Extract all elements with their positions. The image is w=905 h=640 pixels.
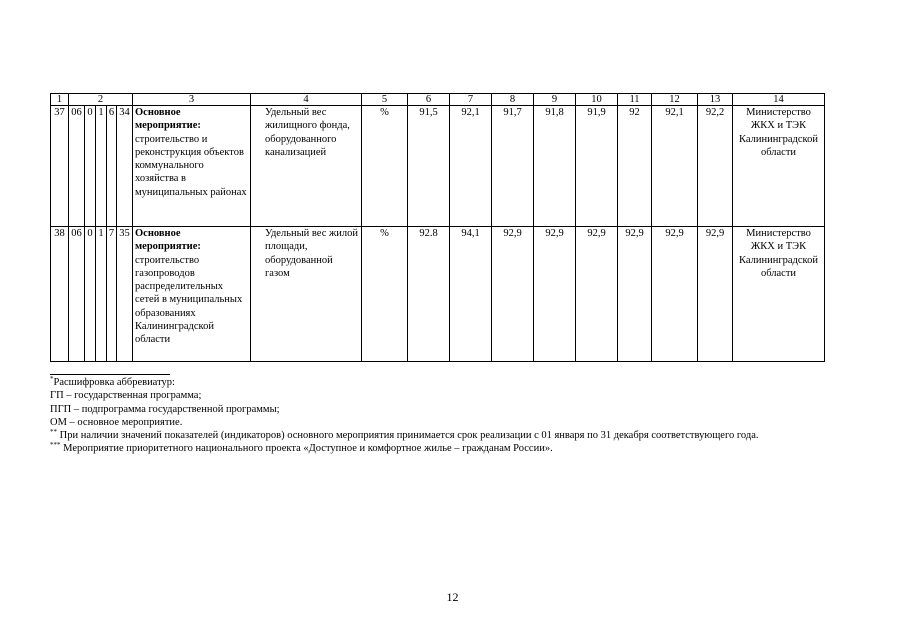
value-cell: 91,8: [534, 106, 576, 227]
footnote-divider: [50, 374, 170, 375]
responsible-body: Министерство ЖКХ и ТЭК Калининградской области: [733, 106, 825, 227]
code-sub: 7: [107, 227, 117, 362]
value-cell: 92,1: [450, 106, 492, 227]
footnote-mark: *: [50, 375, 54, 383]
indicator-name: Удельный вес жилой площади, оборудованной газом: [251, 227, 362, 362]
col-header-10: 10: [576, 94, 618, 106]
responsible-body: Министерство ЖКХ и ТЭК Калининградской области: [733, 227, 825, 362]
column-number-row: [51, 94, 825, 106]
measure-title-bold: Основное мероприятие:: [135, 228, 201, 253]
footnote-mark: ***: [50, 441, 61, 450]
unit: %: [362, 227, 408, 362]
code-pgp: 0: [85, 227, 96, 362]
program-table: [50, 93, 825, 362]
value-cell: 92,9: [698, 227, 733, 362]
table-row: [51, 106, 825, 227]
value-cell: 92,9: [576, 227, 618, 362]
value-cell: 94,1: [450, 227, 492, 362]
col-header-8: 8: [492, 94, 534, 106]
abbreviations-title-text: Расшифровка аббревиатур:: [53, 377, 175, 388]
value-cell: 92.8: [408, 227, 450, 362]
footnote-national-project: [50, 442, 870, 455]
value-cell: 92,9: [652, 227, 698, 362]
row-number: 38: [51, 227, 69, 362]
measure-title-text: строительство газопроводов распределительных сетей в муниципальных образованиях Калининградской области: [135, 254, 243, 346]
footnote-mark: **: [50, 428, 57, 437]
measure-title-bold: Основное мероприятие:: [135, 107, 201, 132]
code-om: 1: [96, 106, 107, 227]
col-header-2: 2: [69, 94, 133, 106]
measure-title-text: строительство и реконструкция объектов коммунального хозяйства в муниципальных районах: [135, 133, 247, 198]
code-index: 34: [117, 106, 133, 227]
abbreviations-title: [50, 376, 870, 389]
page-number: 12: [446, 590, 459, 604]
footnote-period-text: При наличии значений показателей (индикаторов) основного мероприятия принимается срок реализации с 01 января по 31 декабря соответствующего года.: [59, 430, 759, 442]
value-cell: 92: [618, 106, 652, 227]
footnote-national-project-text: Мероприятие приоритетного национального проекта «Доступное и комфортное жилье – гражданам России».: [63, 443, 553, 455]
col-header-5: 5: [362, 94, 408, 106]
col-header-9: 9: [534, 94, 576, 106]
abbreviation-line: ГП – государственная программа;: [50, 390, 202, 402]
value-cell: 92,9: [618, 227, 652, 362]
col-header-1: 1: [51, 94, 69, 106]
col-header-4: 4: [251, 94, 362, 106]
col-header-14: 14: [733, 94, 825, 106]
code-pgp: 0: [85, 106, 96, 227]
measure-name: [133, 227, 251, 362]
value-cell: 92,9: [492, 227, 534, 362]
col-header-6: 6: [408, 94, 450, 106]
value-cell: 92,1: [652, 106, 698, 227]
value-cell: 91,7: [492, 106, 534, 227]
value-cell: 91,5: [408, 106, 450, 227]
row-number: 37: [51, 106, 69, 227]
col-header-12: 12: [652, 94, 698, 106]
measure-name: [133, 106, 251, 227]
col-header-3: 3: [133, 94, 251, 106]
code-index: 35: [117, 227, 133, 362]
col-header-11: 11: [618, 94, 652, 106]
footnote-period: [50, 429, 870, 442]
abbreviation-line: ПГП – подпрограмма государственной программы;: [50, 403, 280, 415]
code-gp: 06: [69, 106, 85, 227]
code-sub: 6: [107, 106, 117, 227]
value-cell: 92,9: [534, 227, 576, 362]
indicator-name: Удельный вес жилищного фонда, оборудованного канализацией: [251, 106, 362, 227]
value-cell: 92,2: [698, 106, 733, 227]
abbreviation-line: ОМ – основное мероприятие.: [50, 416, 183, 428]
code-om: 1: [96, 227, 107, 362]
col-header-7: 7: [450, 94, 492, 106]
value-cell: 91,9: [576, 106, 618, 227]
code-gp: 06: [69, 227, 85, 362]
footnotes: [50, 374, 870, 456]
col-header-13: 13: [698, 94, 733, 106]
table-row: [51, 227, 825, 362]
unit: %: [362, 106, 408, 227]
